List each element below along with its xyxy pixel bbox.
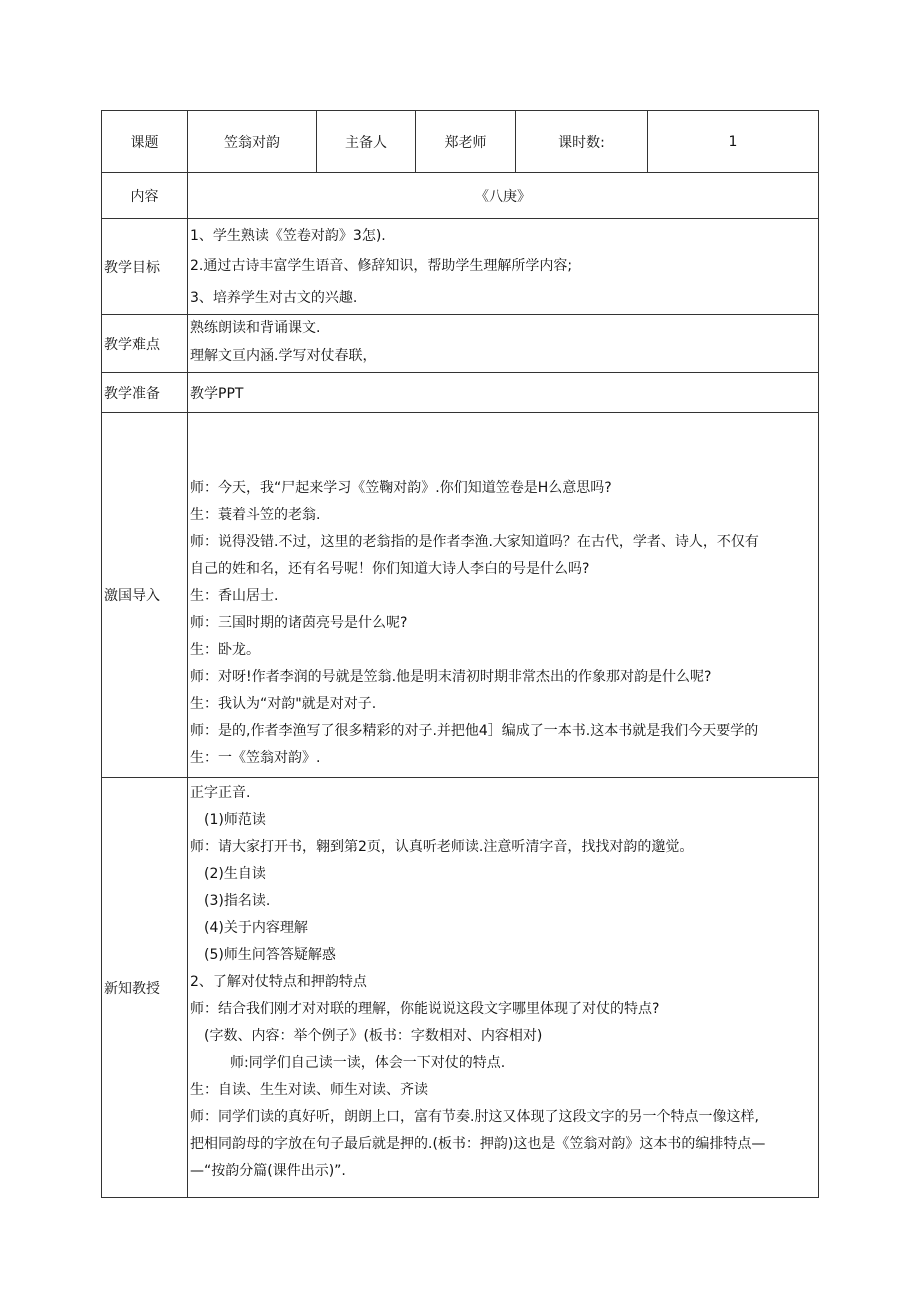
preparation-value: 教学PPT — [188, 373, 819, 413]
goals-content — [188, 219, 819, 315]
lesson-line: (1)师范读 — [204, 812, 266, 828]
difficulty-content — [188, 315, 819, 373]
dialogue-line: 师：三国时期的诸茵亮号是什么呢? — [190, 615, 408, 631]
lesson-line: 生：自读、生生对读、师生对读、齐读 — [190, 1082, 428, 1098]
lesson-line: 把相同韵母的字放在句子最后就是押的.(板书：押韵)这也是《笠翁对韵》这本书的编排特点— — [190, 1136, 766, 1152]
dialogue-line: 生：香山居士. — [190, 588, 279, 604]
lesson-line: (2)生自读 — [204, 866, 266, 882]
dialogue-line: 师：对呀!作者李润的号就是笠翁.他是明末清初时期非常杰出的作象那对韵是什么呢? — [190, 669, 712, 685]
dialogue-line: 师：今天，我“尸起来学习《笠鞠对韵》.你们知道笠卷是H么意思吗? — [190, 480, 612, 496]
dialogue-line: 自己的姓和名，还有名号呢！你们知道大诗人李白的号是什么吗? — [190, 561, 590, 577]
goal-item: 2.通过古诗丰富学生语音、修辞知识，帮助学生理解所学内容; — [190, 258, 573, 274]
topic-value: 笠翁对韵 — [188, 111, 317, 173]
goals-label: 教学目标 — [102, 219, 188, 315]
preparer-label: 主备人 — [317, 111, 416, 173]
difficulty-row — [102, 315, 819, 373]
goals-row — [102, 219, 819, 315]
lesson-line: (字数、内容：举个例子》(板书：字数相对、内容相对) — [204, 1028, 543, 1044]
hours-label: 课时数: — [516, 111, 648, 173]
newknowledge-label: 新知教授 — [102, 778, 188, 1198]
lesson-plan-table — [101, 110, 819, 1198]
lesson-line: (4)关于内容理解 — [204, 920, 308, 936]
lesson-line: 师：请大家打开书，翱到第2页，认真听老师读.注意听清字音，找找对韵的邈觉。 — [190, 839, 694, 855]
lesson-line: (3)指名读. — [204, 893, 271, 909]
preparer-value: 郑老师 — [416, 111, 516, 173]
difficulty-label: 教学难点 — [102, 315, 188, 373]
lesson-line: 师：结合我们刚才对对联的理解，你能说说这段文字哪里体现了对仗的特点? — [190, 1001, 660, 1017]
difficulty-item: 熟练朗读和背诵课文. — [190, 320, 321, 336]
lesson-line: (5)师生问答答疑解惑 — [204, 947, 336, 963]
newknowledge-content — [188, 778, 819, 1198]
header-row — [102, 111, 819, 173]
lesson-line: 2、了解对仗特点和押韵特点 — [190, 974, 367, 990]
dialogue-line: 师：说得没错.不过，这里的老翁指的是作者李渔.大家知道吗？在古代，学者、诗人，不仅有 — [190, 534, 759, 550]
newknowledge-row — [102, 778, 819, 1198]
hours-value: 1 — [648, 111, 819, 173]
preparation-label: 教学准备 — [102, 373, 188, 413]
goal-item: 3、培养学生对古文的兴趣. — [190, 290, 358, 306]
intro-label: 激国导入 — [102, 413, 188, 778]
lesson-line: —“按韵分篇(课件出示)”. — [190, 1163, 346, 1179]
dialogue-line: 师：是的,作者李渔写了很多精彩的对子.并把他4］编成了一本书.这本书就是我们今天要学的 — [190, 723, 759, 739]
difficulty-item: 理解文亘内涵.学写对仗春联， — [190, 348, 377, 364]
dialogue-line: 生：一《笠翁对韵》. — [190, 750, 321, 766]
dialogue-line: 生：蓑着斗笠的老翁. — [190, 507, 321, 523]
content-label: 内容 — [102, 173, 188, 219]
lesson-line: 师:同学们自己读一读，体会一下对仗的特点. — [230, 1055, 506, 1071]
dialogue-line: 生：我认为“对韵"就是对对子. — [190, 696, 377, 712]
lesson-line: 师：同学们读的真好听，朗朗上口，富有节奏.肘这又体现了这段文字的另一个特点一像这样, — [190, 1109, 759, 1125]
lesson-line: 正字正音. — [190, 785, 251, 801]
preparation-row — [102, 373, 819, 413]
dialogue-line: 生：卧龙。 — [190, 642, 260, 658]
intro-content — [188, 413, 819, 778]
goal-item: 1、学生熟读《笠卷对韵》3怎). — [190, 228, 386, 244]
intro-row — [102, 413, 819, 778]
content-row — [102, 173, 819, 219]
topic-label: 课题 — [102, 111, 188, 173]
content-value: 《八庚》 — [188, 173, 819, 219]
